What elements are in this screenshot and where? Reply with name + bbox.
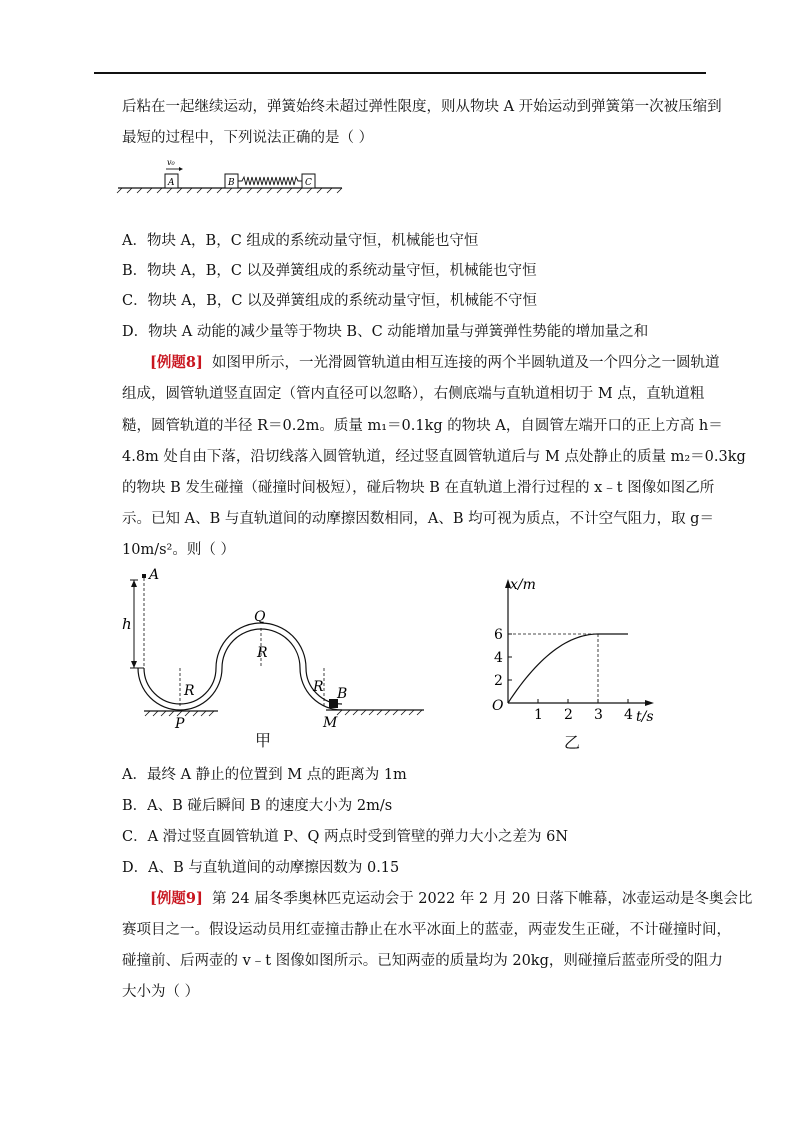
q9-tag: [例题9] [150,890,203,907]
spring [238,177,302,185]
q8-option-c: C．A 滑过竖直圆管轨道 P、Q 两点时受到管壁的弹力大小之差为 6N [122,829,569,845]
x-axis-label: t/s [636,709,654,725]
q8-line-3: 糙，圆管轨道的半径 R＝0.2m。质量 m₁＝0.1kg 的物块 A，自圆管左端开口的正上方高 h＝ [122,418,723,434]
q9-line-2: 赛项目之一。假设运动员用红壶撞击静止在水平冰面上的蓝壶，两壶发生正碰，不计碰撞时间， [122,922,731,938]
q8-line-1-text: 如图甲所示，一光滑圆管轨道由相互连接的两个半圆轨道及一个四分之一圆轨道 [212,355,720,371]
q8-line-2: 组成，圆管轨道竖直固定（管内直径可以忽略），右侧底端与直轨道相切于 M 点，直轨道粗 [122,386,705,402]
label-b: B [337,686,348,702]
q8-line-1 [150,353,720,373]
label-r-q: R [257,645,268,661]
x-tick-label: 2 [564,707,573,723]
pipe-track-outer [138,629,342,710]
q8-line-6: 示。已知 A、B 与直轨道间的动摩擦因数相同，A、B 均可视为质点，不计空气阻力，取 g＝ [122,511,714,527]
q7-option-a: A．物块 A，B，C 组成的系统动量守恒，机械能也守恒 [122,233,479,249]
x-tick-label: 4 [624,707,633,723]
q7-figure [116,155,346,195]
y-tick-label: 6 [494,627,503,643]
q7-option-b: B．物块 A，B，C 以及弹簧组成的系统动量守恒，机械能也守恒 [122,263,537,279]
label-m: M [323,715,338,731]
q7-option-c: C．物块 A，B，C 以及弹簧组成的系统动量守恒，机械能不守恒 [122,293,538,309]
label-a: A [149,567,160,583]
header-rule [94,72,706,74]
q9-line-4: 大小为（ ） [122,984,200,1000]
q7-line-1: 后粘在一起继续运动，弹簧始终未超过弹性限度，则从物块 A 开始运动到弹簧第一次被压缩到 [122,99,722,115]
origin-label: O [492,698,504,714]
label-r-m: R [313,679,324,695]
y-axis-label: x/m [510,577,536,593]
block-a-label: A [168,178,175,188]
label-h: h [122,615,132,633]
q7-option-d: D．物块 A 动能的减少量等于物块 B、C 动能增加量与弹簧弹性势能的增加量之和 [122,324,649,340]
point-a [142,574,146,578]
figure-jia [118,565,438,740]
y-tick-label: 2 [494,673,503,689]
q8-tag: [例题8] [150,354,203,371]
q8-option-b: B．A、B 碰后瞬间 B 的速度大小为 2m/s [122,798,393,814]
label-q: Q [254,609,266,625]
q8-line-5: 的物块 B 发生碰撞（碰撞时间极短），碰后物块 B 在直轨道上滑行过程的 x﹣t 图像如图乙所 [122,480,715,496]
xt-curve [508,634,628,703]
label-p: P [175,716,185,732]
caption-jia: 甲 [255,731,272,750]
x-tick-label: 1 [534,707,543,723]
q7-line-2: 最短的过程中，下列说法正确的是（ ） [122,130,374,146]
figure-yi [478,575,668,725]
x-tick-label: 3 [594,707,603,723]
y-tick-label: 4 [494,650,503,666]
q8-option-a: A．最终 A 静止的位置到 M 点的距离为 1m [122,767,407,783]
caption-yi: 乙 [564,733,581,752]
block-c-label: C [305,178,312,188]
v0-label: v₀ [167,158,175,167]
q9-line-1 [150,889,752,909]
q9-line-3: 碰撞前、后两壶的 v﹣t 图像如图所示。已知两壶的质量均为 20kg，则碰撞后蓝壶所受的阻力 [122,953,723,969]
label-r-p: R [184,683,195,699]
q8-line-4: 4.8m 处自由下落，沿切线落入圆管轨道，经过竖直圆管轨道后与 M 点处静止的质量 m₂＝0.3kg [122,449,746,465]
block-b-label: B [228,178,235,188]
q9-line-1-text: 第 24 届冬季奥林匹克运动会于 2022 年 2 月 20 日落下帷幕，冰壶运动是冬奥会比 [212,891,753,907]
q8-line-7: 10m/s²。则（ ） [122,542,235,558]
q8-option-d: D．A、B 与直轨道间的动摩擦因数为 0.15 [122,860,400,876]
